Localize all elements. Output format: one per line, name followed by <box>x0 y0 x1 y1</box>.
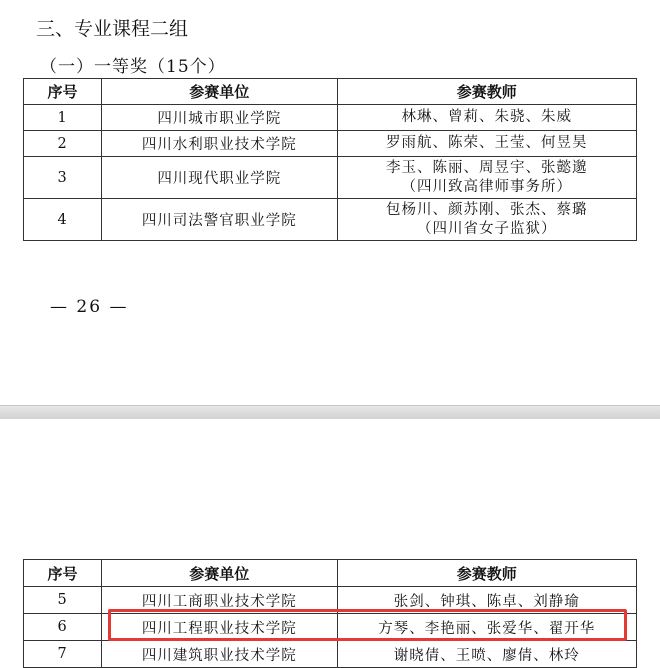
cell-no: 2 <box>24 131 102 157</box>
table-row <box>24 131 637 157</box>
page-number: — 26 — <box>50 297 129 317</box>
cell-teachers: 李玉、陈丽、周昱宇、张懿邈 （四川致高律师事务所） <box>337 157 637 199</box>
cell-teachers: 包杨川、颜苏刚、张杰、蔡璐 （四川省女子监狱） <box>337 199 637 241</box>
cell-teachers: 谢晓倩、王喷、廖倩、林玲 <box>337 641 637 668</box>
cell-no: 5 <box>24 587 102 614</box>
cell-teachers: 林琳、曾莉、朱骁、朱威 <box>337 105 637 131</box>
cell-unit: 四川建筑职业技术学院 <box>102 641 337 668</box>
awards-table-1 <box>23 78 637 241</box>
header-no: 序号 <box>24 79 102 105</box>
header-teachers: 参赛教师 <box>337 560 637 587</box>
table-header-row <box>24 560 637 587</box>
cell-no: 4 <box>24 199 102 241</box>
cell-teachers: 张剑、钟琪、陈卓、刘静瑜 <box>337 587 637 614</box>
cell-unit: 四川水利职业技术学院 <box>102 131 337 157</box>
cell-no: 1 <box>24 105 102 131</box>
cell-unit: 四川现代职业学院 <box>102 157 337 199</box>
cell-no: 7 <box>24 641 102 668</box>
sub-title: （一）一等奖（15个） <box>40 57 226 77</box>
cell-unit: 四川城市职业学院 <box>102 105 337 131</box>
table-row <box>24 199 637 241</box>
document-page-2 <box>0 419 660 662</box>
header-teachers: 参赛教师 <box>337 79 637 105</box>
table-row <box>24 105 637 131</box>
cell-unit: 四川工商职业技术学院 <box>102 587 337 614</box>
cell-unit: 四川工程职业技术学院 <box>102 614 337 641</box>
cell-no: 6 <box>24 614 102 641</box>
cell-teachers: 罗雨航、陈荣、王莹、何昱昊 <box>337 131 637 157</box>
highlight-box <box>108 609 627 641</box>
table-row <box>24 641 637 668</box>
header-unit: 参赛单位 <box>102 79 337 105</box>
page-separator <box>0 405 660 420</box>
header-no: 序号 <box>24 560 102 587</box>
cell-no: 3 <box>24 157 102 199</box>
table-row <box>24 157 637 199</box>
cell-teachers: 方琴、李艳丽、张爱华、翟开华 <box>337 614 637 641</box>
table-header-row <box>24 79 637 105</box>
header-unit: 参赛单位 <box>102 560 337 587</box>
section-title: 三、专业课程二组 <box>36 18 189 40</box>
cell-unit: 四川司法警官职业学院 <box>102 199 337 241</box>
